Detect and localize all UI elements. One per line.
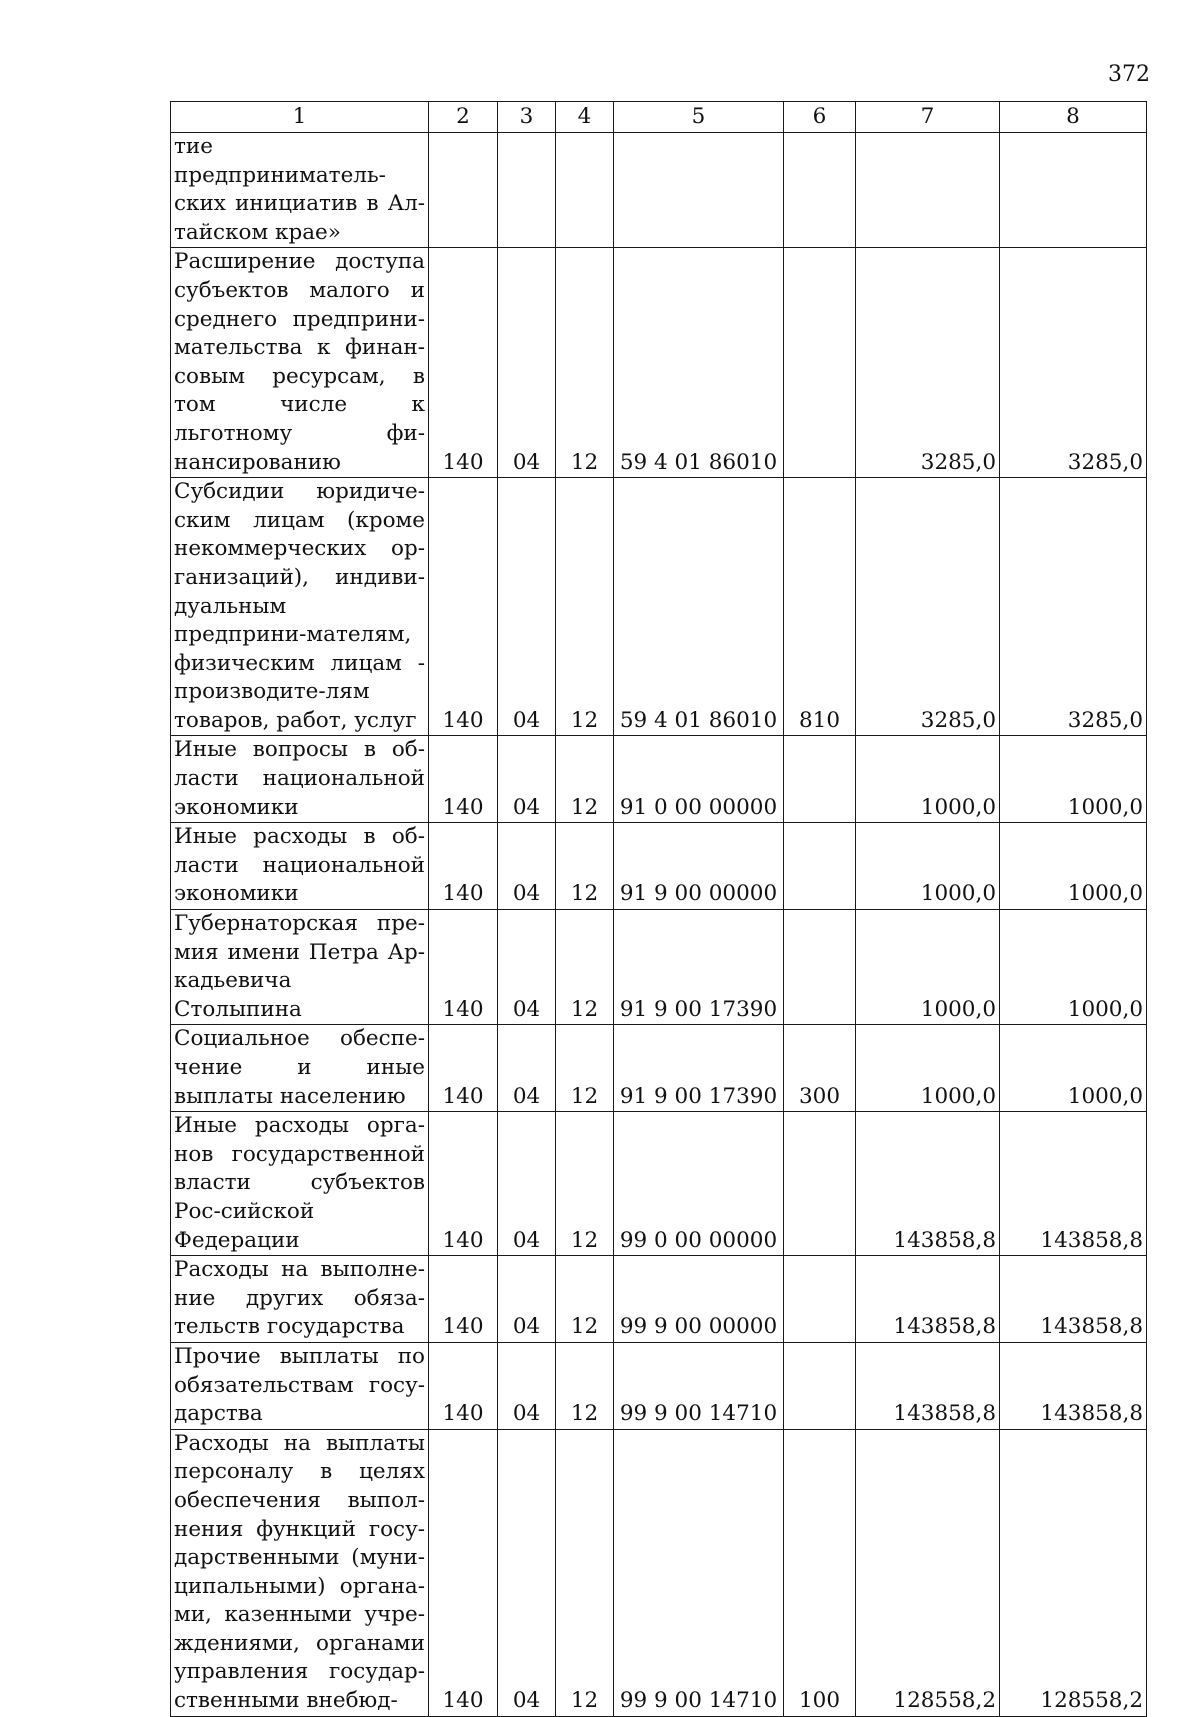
cell-subsection: 12 (556, 248, 614, 478)
cell-ministry-code: 140 (429, 1112, 498, 1256)
cell-subsection: 12 (556, 736, 614, 823)
table-row (171, 478, 1147, 736)
cell-amount-year-1: 1000,0 (856, 823, 1000, 910)
cell-name: Расходы на выполне-ние других обяза-тельств государства (171, 1256, 429, 1343)
cell-target-article: 91 9 00 00000 (614, 823, 784, 910)
cell-name: Губернаторская пре-мия имени Петра Ар-кадьевича Столыпина (171, 910, 429, 1025)
cell-expense-type (784, 823, 856, 910)
cell-expense-type (784, 1112, 856, 1256)
cell-section: 04 (498, 1342, 556, 1429)
cell-ministry-code: 140 (429, 1342, 498, 1429)
cell-section: 04 (498, 910, 556, 1025)
cell-target-article: 99 9 00 00000 (614, 1256, 784, 1343)
cell-amount-year-1: 1000,0 (856, 1025, 1000, 1112)
table-row (171, 248, 1147, 478)
cell-target-article: 99 9 00 14710 (614, 1429, 784, 1716)
cell-amount-year-2: 1000,0 (1000, 736, 1147, 823)
cell-section: 04 (498, 248, 556, 478)
cell-name: тие предприниматель-ских инициатив в Ал-тайском крае» (171, 133, 429, 248)
table-row (171, 1342, 1147, 1429)
cell-target-article (614, 133, 784, 248)
cell-amount-year-2: 1000,0 (1000, 910, 1147, 1025)
col-header-5: 5 (614, 102, 784, 133)
col-header-6: 6 (784, 102, 856, 133)
table-row (171, 823, 1147, 910)
table-row (171, 1429, 1147, 1716)
col-header-1: 1 (171, 102, 429, 133)
cell-section (498, 133, 556, 248)
cell-name: Расширение доступа субъектов малого и среднего предприни-мательства к финан-совым ресурсам, в том числе к льготному фи-нансированию (171, 248, 429, 478)
cell-ministry-code: 140 (429, 1025, 498, 1112)
cell-name: Иные расходы в об-ласти национальной экономики (171, 823, 429, 910)
cell-amount-year-1: 3285,0 (856, 478, 1000, 736)
table-body (171, 133, 1147, 1717)
cell-expense-type (784, 910, 856, 1025)
cell-subsection: 12 (556, 1429, 614, 1716)
cell-expense-type (784, 248, 856, 478)
cell-amount-year-2: 143858,8 (1000, 1256, 1147, 1343)
table-row (171, 910, 1147, 1025)
cell-ministry-code: 140 (429, 478, 498, 736)
budget-table (170, 101, 1147, 1717)
cell-amount-year-2: 1000,0 (1000, 1025, 1147, 1112)
cell-amount-year-1: 143858,8 (856, 1256, 1000, 1343)
cell-section: 04 (498, 1112, 556, 1256)
cell-ministry-code: 140 (429, 248, 498, 478)
cell-amount-year-2: 1000,0 (1000, 823, 1147, 910)
col-header-8: 8 (1000, 102, 1147, 133)
table-row (171, 1025, 1147, 1112)
cell-expense-type: 300 (784, 1025, 856, 1112)
cell-subsection: 12 (556, 1025, 614, 1112)
cell-amount-year-1: 1000,0 (856, 910, 1000, 1025)
cell-amount-year-2 (1000, 133, 1147, 248)
header-row (171, 102, 1147, 133)
cell-amount-year-1: 128558,2 (856, 1429, 1000, 1716)
cell-ministry-code: 140 (429, 910, 498, 1025)
cell-expense-type (784, 736, 856, 823)
cell-ministry-code (429, 133, 498, 248)
cell-target-article: 91 0 00 00000 (614, 736, 784, 823)
cell-subsection: 12 (556, 1256, 614, 1343)
cell-amount-year-2: 143858,8 (1000, 1112, 1147, 1256)
cell-amount-year-2: 143858,8 (1000, 1342, 1147, 1429)
cell-section: 04 (498, 1256, 556, 1343)
cell-amount-year-2: 128558,2 (1000, 1429, 1147, 1716)
cell-target-article: 59 4 01 86010 (614, 478, 784, 736)
cell-section: 04 (498, 1025, 556, 1112)
cell-expense-type (784, 133, 856, 248)
cell-name: Социальное обеспе-чение и иные выплаты населению (171, 1025, 429, 1112)
table-row (171, 133, 1147, 248)
cell-amount-year-1: 3285,0 (856, 248, 1000, 478)
cell-ministry-code: 140 (429, 1256, 498, 1343)
cell-expense-type (784, 1256, 856, 1343)
cell-name: Расходы на выплаты персоналу в целях обеспечения выпол-нения функций госу-дарственными (муни-ципальными) органа-ми, казенными учре-ждениями, органами управления государ-ственными внебюд- (171, 1429, 429, 1716)
cell-section: 04 (498, 736, 556, 823)
cell-subsection: 12 (556, 478, 614, 736)
table-row (171, 1256, 1147, 1343)
cell-expense-type: 100 (784, 1429, 856, 1716)
cell-target-article: 91 9 00 17390 (614, 1025, 784, 1112)
cell-amount-year-2: 3285,0 (1000, 478, 1147, 736)
cell-section: 04 (498, 823, 556, 910)
cell-target-article: 99 9 00 14710 (614, 1342, 784, 1429)
table-row (171, 736, 1147, 823)
cell-section: 04 (498, 478, 556, 736)
table-row (171, 1112, 1147, 1256)
cell-amount-year-1: 143858,8 (856, 1112, 1000, 1256)
cell-subsection: 12 (556, 910, 614, 1025)
cell-ministry-code: 140 (429, 823, 498, 910)
cell-target-article: 91 9 00 17390 (614, 910, 784, 1025)
col-header-3: 3 (498, 102, 556, 133)
cell-amount-year-2: 3285,0 (1000, 248, 1147, 478)
cell-section: 04 (498, 1429, 556, 1716)
cell-ministry-code: 140 (429, 1429, 498, 1716)
cell-expense-type: 810 (784, 478, 856, 736)
col-header-2: 2 (429, 102, 498, 133)
cell-subsection: 12 (556, 1112, 614, 1256)
cell-subsection: 12 (556, 1342, 614, 1429)
cell-target-article: 59 4 01 86010 (614, 248, 784, 478)
col-header-7: 7 (856, 102, 1000, 133)
cell-name: Иные расходы орга-нов государственной власти субъектов Рос-сийской Федерации (171, 1112, 429, 1256)
cell-amount-year-1 (856, 133, 1000, 248)
cell-name: Иные вопросы в об-ласти национальной экономики (171, 736, 429, 823)
cell-name: Субсидии юридиче-ским лицам (кроме некоммерческих ор-ганизаций), индиви-дуальным предприни-мателям, физическим лицам - производите-лям товаров, работ, услуг (171, 478, 429, 736)
cell-name: Прочие выплаты по обязательствам госу-дарства (171, 1342, 429, 1429)
cell-subsection: 12 (556, 823, 614, 910)
cell-amount-year-1: 1000,0 (856, 736, 1000, 823)
cell-ministry-code: 140 (429, 736, 498, 823)
cell-expense-type (784, 1342, 856, 1429)
col-header-4: 4 (556, 102, 614, 133)
cell-amount-year-1: 143858,8 (856, 1342, 1000, 1429)
cell-target-article: 99 0 00 00000 (614, 1112, 784, 1256)
page-number: 372 (1108, 62, 1150, 87)
cell-subsection (556, 133, 614, 248)
